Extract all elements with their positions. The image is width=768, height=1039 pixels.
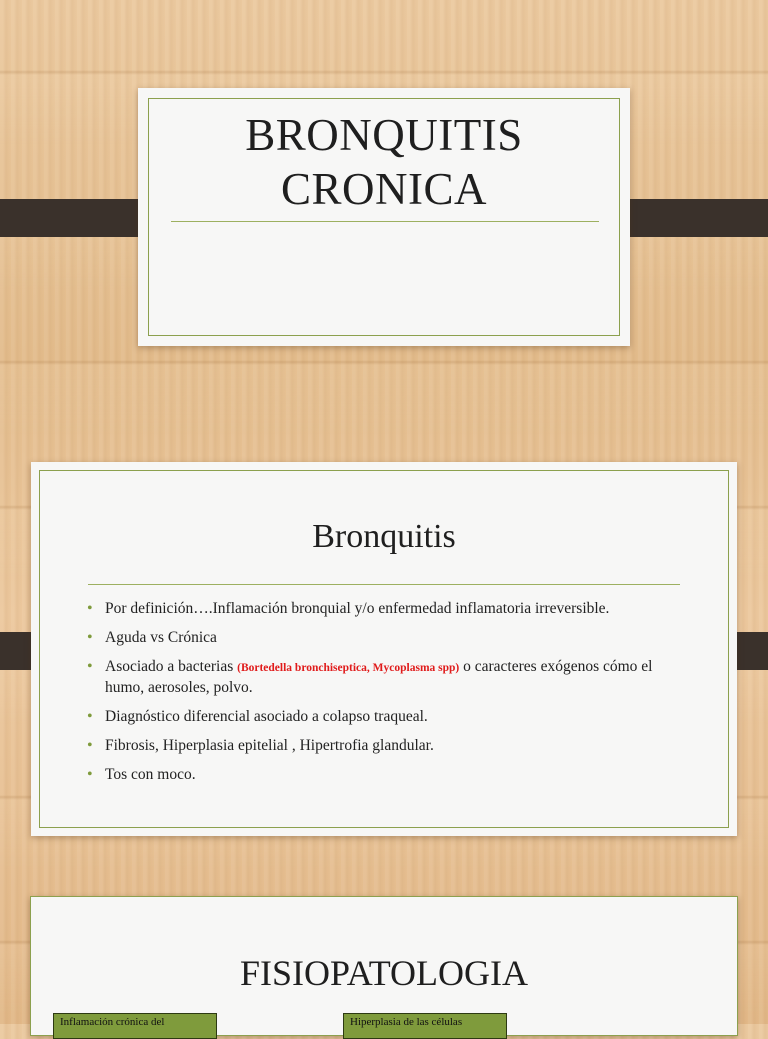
bullet-dot-icon: • bbox=[87, 600, 93, 617]
bullet-dot-icon: • bbox=[87, 658, 93, 675]
bullet-text-after: o caracteres exógenos cómo el humo, aerosoles, polvo. bbox=[105, 658, 653, 696]
slide-2 bbox=[31, 462, 737, 836]
bullet-text: Por definición….Inflamación bronquial y/o enfermedad inflamatoria irreversible. bbox=[105, 600, 610, 617]
bullet-item bbox=[85, 599, 695, 619]
bullet-item bbox=[85, 707, 695, 727]
slide-1-title: BRONQUITIS CRONICA bbox=[245, 110, 523, 214]
bullet-dot-icon: • bbox=[87, 629, 93, 646]
bullet-item bbox=[85, 736, 695, 756]
decor-band-right-1 bbox=[612, 199, 768, 237]
bullet-item bbox=[85, 765, 695, 785]
slide-2-rule bbox=[88, 584, 680, 585]
bullet-dot-icon: • bbox=[87, 737, 93, 754]
diagram-box-1: Inflamación crónica del bbox=[53, 1013, 217, 1039]
slide-1-rule bbox=[171, 221, 599, 222]
bullet-text: Aguda vs Crónica bbox=[105, 629, 217, 646]
bullet-text: Tos con moco. bbox=[105, 766, 196, 783]
bullet-text: Diagnóstico diferencial asociado a colapso traqueal. bbox=[105, 708, 428, 725]
bullet-item bbox=[85, 628, 695, 648]
bullet-dot-icon: • bbox=[87, 708, 93, 725]
slide-3-title: FISIOPATOLOGIA bbox=[239, 953, 529, 993]
slide-2-title: Bronquitis bbox=[312, 518, 456, 555]
diagram-box-2: Hiperplasia de las células bbox=[343, 1013, 507, 1039]
decor-band-left-1 bbox=[0, 199, 156, 237]
bacteria-highlight: (Bortedella bronchiseptica, Mycoplasma spp) bbox=[237, 662, 460, 674]
bullet-text-before: Asociado a bacterias bbox=[105, 658, 238, 675]
bullet-dot-icon: • bbox=[87, 766, 93, 783]
slide-2-bullet-list bbox=[85, 599, 695, 794]
slide-1 bbox=[138, 88, 630, 346]
bullet-item bbox=[85, 657, 695, 698]
slide-3 bbox=[30, 896, 738, 1036]
bullet-text: Fibrosis, Hiperplasia epitelial , Hipertrofia glandular. bbox=[105, 737, 434, 754]
